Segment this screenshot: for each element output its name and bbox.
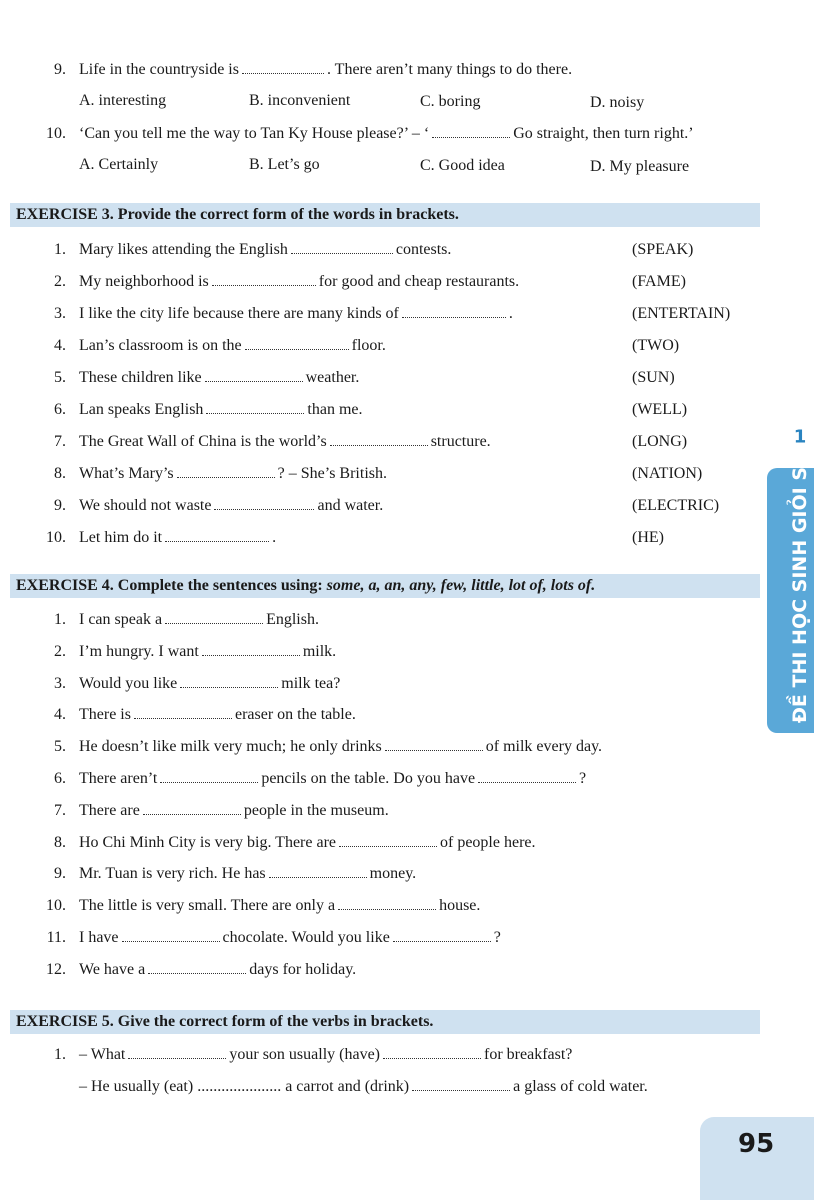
page-number-box xyxy=(700,1117,814,1200)
answer-blank[interactable] xyxy=(177,465,275,478)
answer-blank[interactable] xyxy=(128,1046,226,1059)
answer-blank[interactable] xyxy=(122,929,220,942)
option-d[interactable]: D. noisy xyxy=(590,94,645,111)
question-number: 9. xyxy=(54,61,66,78)
item-keyword: (FAME) xyxy=(632,273,686,290)
exercise-4-header xyxy=(10,574,760,598)
answer-blank[interactable] xyxy=(134,706,232,719)
answer-blank[interactable] xyxy=(214,497,314,510)
side-tab xyxy=(767,426,814,733)
option-a[interactable]: A. Certainly xyxy=(79,156,159,173)
item-text: We should not waste and water. xyxy=(79,497,384,514)
item-text: My neighborhood is for good and cheap restaurants. xyxy=(79,273,520,290)
item-number: 1. xyxy=(54,241,66,258)
item-keyword: (ENTERTAIN) xyxy=(632,305,731,322)
item-text: I can speak a English. xyxy=(79,611,319,628)
answer-blank[interactable] xyxy=(245,337,349,350)
item-number: 9. xyxy=(54,497,66,514)
item-text: Mr. Tuan is very rich. He has money. xyxy=(79,865,417,883)
answer-blank[interactable] xyxy=(165,611,263,624)
answer-blank[interactable] xyxy=(269,865,367,878)
option-b[interactable]: B. Let’s go xyxy=(249,156,320,173)
option-b[interactable]: B. inconvenient xyxy=(249,92,351,109)
exercise-4-title: EXERCISE 4. Complete the sentences using: some, a, an, any, few, little, lot of, lots of. xyxy=(16,577,596,594)
answer-blank[interactable] xyxy=(385,738,483,751)
question-text: ‘Can you tell me the way to Tan Ky House please?’ – ‘ Go straight, then turn right.’ xyxy=(79,125,694,142)
item-number: 10. xyxy=(46,529,66,546)
question-text: – What your son usually (have) for breakfast? xyxy=(79,1046,573,1063)
side-tab-text: ĐỀ THI HỌC SINH GIỎI SỐ xyxy=(788,450,811,723)
item-keyword: (NATION) xyxy=(632,465,703,482)
side-tab-label xyxy=(776,426,814,733)
item-text: We have a days for holiday. xyxy=(79,960,357,978)
item-text: I like the city life because there are many kinds of . xyxy=(79,305,513,322)
exercise-5-title: EXERCISE 5. Give the correct form of the verbs in brackets. xyxy=(16,1013,434,1030)
page-number: 95 xyxy=(738,1129,775,1159)
item-number: 8. xyxy=(54,465,66,482)
item-text: There are people in the museum. xyxy=(79,801,389,819)
item-text: Ho Chi Minh City is very big. There are of people here. xyxy=(79,833,536,851)
answer-blank[interactable] xyxy=(202,643,300,656)
item-number: 4. xyxy=(54,706,66,724)
item-number: 5. xyxy=(54,369,66,386)
answer-blank[interactable] xyxy=(393,929,491,942)
item-number: 12. xyxy=(46,960,66,978)
question-text: – He usually (eat) ..................... a carrot and (drink) a glass of cold water. xyxy=(79,1078,648,1095)
item-text: These children like weather. xyxy=(79,369,360,386)
side-tab-number: 1 xyxy=(793,423,806,451)
answer-blank[interactable] xyxy=(205,369,303,382)
exercise-5-header xyxy=(10,1010,760,1034)
item-number: 5. xyxy=(54,738,66,756)
item-number: 4. xyxy=(54,337,66,354)
item-text: I’m hungry. I want milk. xyxy=(79,642,337,660)
item-text: Lan’s classroom is on the floor. xyxy=(79,337,386,354)
item-text: Mary likes attending the English contests. xyxy=(79,241,452,258)
item-number: 8. xyxy=(54,833,66,851)
answer-blank[interactable] xyxy=(206,401,304,414)
item-number: 3. xyxy=(54,674,66,692)
question-number: 1. xyxy=(54,1046,66,1063)
item-keyword: (HE) xyxy=(632,529,664,546)
option-c[interactable]: C. Good idea xyxy=(420,157,505,174)
item-number: 6. xyxy=(54,770,66,787)
option-c[interactable]: C. boring xyxy=(420,93,481,110)
item-number: 11. xyxy=(46,929,66,946)
answer-blank[interactable] xyxy=(432,125,510,138)
exercise-3-title: EXERCISE 3. Provide the correct form of the words in brackets. xyxy=(16,206,459,223)
item-number: 9. xyxy=(54,865,66,883)
answer-blank[interactable] xyxy=(291,241,393,254)
item-text: I have chocolate. Would you like ? xyxy=(79,929,501,946)
answer-blank[interactable] xyxy=(165,529,269,542)
answer-blank[interactable] xyxy=(143,802,241,815)
item-number: 6. xyxy=(54,401,66,418)
item-text: The Great Wall of China is the world’s structure. xyxy=(79,433,491,450)
answer-blank[interactable] xyxy=(242,61,324,74)
item-keyword: (ELECTRIC) xyxy=(632,497,720,514)
item-keyword: (LONG) xyxy=(632,433,688,450)
item-keyword: (SUN) xyxy=(632,369,675,386)
item-text: Let him do it . xyxy=(79,529,277,546)
option-a[interactable]: A. interesting xyxy=(79,92,167,109)
item-number: 3. xyxy=(54,305,66,322)
item-text: He doesn’t like milk very much; he only drinks of milk every day. xyxy=(79,738,603,756)
item-number: 2. xyxy=(54,642,66,660)
item-text: Would you like milk tea? xyxy=(79,674,341,692)
item-text: What’s Mary’s ? – She’s British. xyxy=(79,465,387,482)
item-number: 7. xyxy=(54,433,66,450)
item-keyword: (WELL) xyxy=(632,401,688,418)
question-text: Life in the countryside is . There aren’t many things to do there. xyxy=(79,61,573,78)
item-number: 7. xyxy=(54,801,66,819)
answer-blank[interactable] xyxy=(212,273,316,286)
question-number: 10. xyxy=(46,125,66,142)
answer-blank[interactable] xyxy=(412,1078,510,1091)
item-text: The little is very small. There are only a house. xyxy=(79,897,481,915)
answer-blank[interactable] xyxy=(160,770,258,783)
item-number: 10. xyxy=(46,897,66,915)
exercise-3-header xyxy=(10,203,760,227)
answer-blank[interactable] xyxy=(148,961,246,974)
item-number: 1. xyxy=(54,611,66,628)
item-keyword: (SPEAK) xyxy=(632,241,694,258)
item-text: There is eraser on the table. xyxy=(79,706,356,724)
item-keyword: (TWO) xyxy=(632,337,680,354)
answer-blank[interactable] xyxy=(383,1046,481,1059)
answer-blank[interactable] xyxy=(180,675,278,688)
answer-blank[interactable] xyxy=(402,305,506,318)
item-number: 2. xyxy=(54,273,66,290)
item-text: Lan speaks English than me. xyxy=(79,401,363,418)
answer-blank[interactable] xyxy=(478,770,576,783)
answer-dots[interactable]: ..................... xyxy=(197,1078,286,1095)
item-text: There aren’t pencils on the table. Do you have ? xyxy=(79,770,587,787)
option-d[interactable]: D. My pleasure xyxy=(590,158,690,175)
answer-blank[interactable] xyxy=(338,897,436,910)
answer-blank[interactable] xyxy=(330,433,428,446)
answer-blank[interactable] xyxy=(339,834,437,847)
